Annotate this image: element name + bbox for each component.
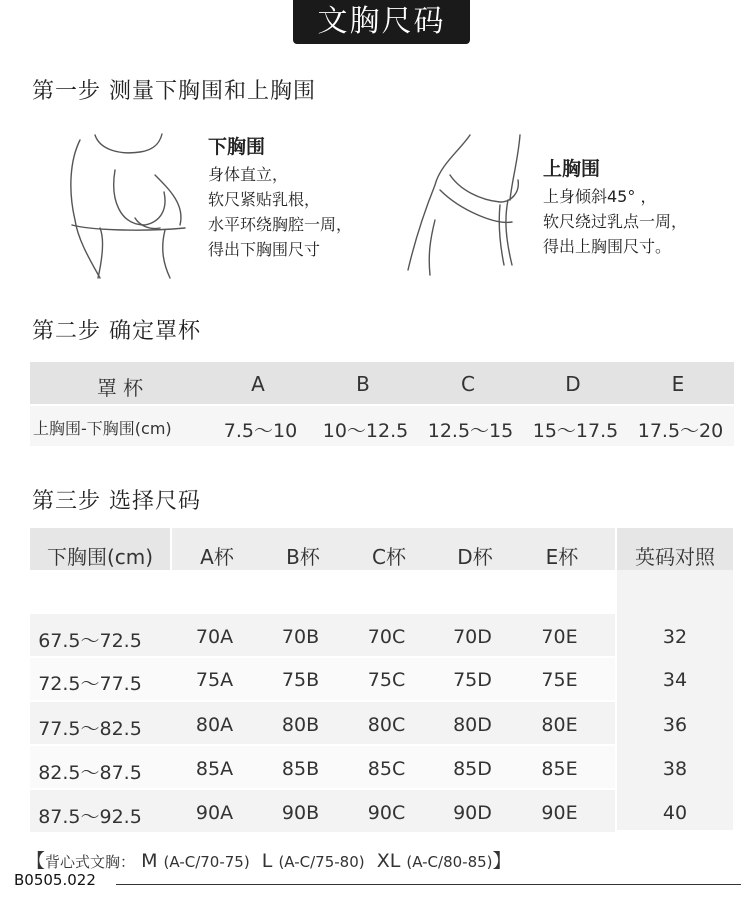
under-bust-line: 身体直立， (208, 165, 289, 184)
bottom-rule (116, 884, 741, 885)
size-cell: 70E (541, 626, 578, 648)
cup-header-c: C (461, 372, 475, 396)
size-header-c: C杯 (372, 545, 406, 569)
size-cell: 80B (281, 714, 320, 736)
size-cell: 90B (281, 802, 320, 824)
cup-header-label: 罩 杯 (96, 376, 144, 400)
size-header-a: A杯 (200, 545, 234, 569)
size-cell: 75A (195, 669, 234, 691)
under-bust-illustration (60, 130, 200, 280)
size-row-underbust: 82.5～87.5 (38, 762, 142, 784)
size-row-underbust: 72.5～77.5 (38, 673, 142, 695)
footnote-close-bracket: 】 (492, 850, 512, 872)
size-cell: 80D (453, 714, 492, 736)
upper-bust-line: 上身倾斜45° ， (543, 187, 657, 206)
size-cell: 70D (453, 626, 492, 648)
size-cell: 70B (281, 626, 320, 648)
size-header-d: D杯 (457, 545, 493, 569)
vest-bra-footnote (26, 846, 512, 873)
cup-value-a: 7.5～10 (223, 420, 298, 442)
size-cell: 85C (367, 758, 406, 780)
size-header-uk: 英码对照 (635, 545, 715, 569)
size-uk: 38 (662, 758, 688, 780)
size-header-e: E杯 (545, 545, 579, 569)
footnote-size: XL (376, 850, 401, 872)
footnote-size: L (261, 850, 273, 872)
size-cell: 85E (541, 758, 578, 780)
under-bust-line: 软尺紧贴乳根， (208, 190, 321, 209)
cup-value-b: 10～12.5 (322, 420, 409, 442)
upper-bust-instructions (543, 154, 687, 259)
cup-value-d: 15～17.5 (532, 420, 619, 442)
cup-row-label: 上胸围-下胸围(cm) (33, 419, 172, 438)
size-cell: 75D (453, 669, 492, 691)
size-row-underbust: 77.5～82.5 (38, 718, 142, 740)
size-cell: 90A (195, 802, 234, 824)
size-cell: 90C (367, 802, 406, 824)
size-cell: 75E (541, 669, 578, 691)
size-row-underbust: 87.5～92.5 (38, 806, 142, 828)
uk-size-column-bg (617, 570, 733, 830)
footnote-open-bracket: 【 (26, 850, 46, 872)
step3-heading: 第三步 选择尺码 (32, 489, 201, 514)
step2-heading: 第二步 确定罩杯 (32, 319, 201, 344)
size-uk: 34 (662, 669, 688, 691)
size-header-underbust: 下胸围(cm) (46, 545, 154, 569)
upper-bust-line: 软尺绕过乳点一周， (543, 212, 688, 231)
product-code: B0505.022 (14, 871, 96, 889)
cup-value-c: 12.5～15 (427, 420, 514, 442)
size-cell: 85B (281, 758, 320, 780)
footnote-size: M (141, 850, 158, 872)
size-cell: 85A (195, 758, 234, 780)
size-cell: 80A (195, 714, 234, 736)
cup-header-a: A (251, 372, 265, 396)
under-bust-instructions (208, 132, 352, 262)
size-cell: 75C (367, 669, 406, 691)
under-bust-line: 水平环绕胸腔一周， (208, 215, 353, 234)
footnote-label: 背心式文胸： (45, 853, 136, 871)
size-uk: 36 (662, 714, 688, 736)
size-cell: 90D (453, 802, 492, 824)
footnote-range: (A-C/75-80) (278, 853, 365, 871)
page-title: 文胸尺码 (293, 0, 470, 44)
under-bust-title: 下胸围 (208, 136, 266, 158)
size-cell: 90E (541, 802, 578, 824)
cup-header-e: E (671, 372, 685, 396)
cup-value-e: 17.5～20 (637, 420, 724, 442)
upper-bust-line: 得出上胸围尺寸。 (543, 237, 672, 256)
under-bust-line: 得出下胸围尺寸 (208, 240, 321, 259)
size-cell: 80C (367, 714, 406, 736)
size-cell: 70A (195, 626, 234, 648)
size-uk: 32 (662, 626, 688, 648)
size-cell: 85D (453, 758, 492, 780)
cup-header-b: B (356, 372, 370, 396)
size-cell: 70C (367, 626, 406, 648)
size-row-underbust: 67.5～72.5 (38, 630, 142, 652)
cup-header-d: D (565, 372, 581, 396)
upper-bust-illustration (400, 130, 535, 280)
footnote-range: (A-C/80-85) (406, 853, 493, 871)
upper-bust-title: 上胸围 (543, 158, 601, 180)
size-header-b: B杯 (286, 545, 320, 569)
size-cell: 75B (281, 669, 320, 691)
step1-heading: 第一步 测量下胸围和上胸围 (32, 79, 316, 104)
size-uk: 40 (662, 802, 688, 824)
size-cell: 80E (541, 714, 578, 736)
footnote-range: (A-C/70-75) (163, 853, 250, 871)
